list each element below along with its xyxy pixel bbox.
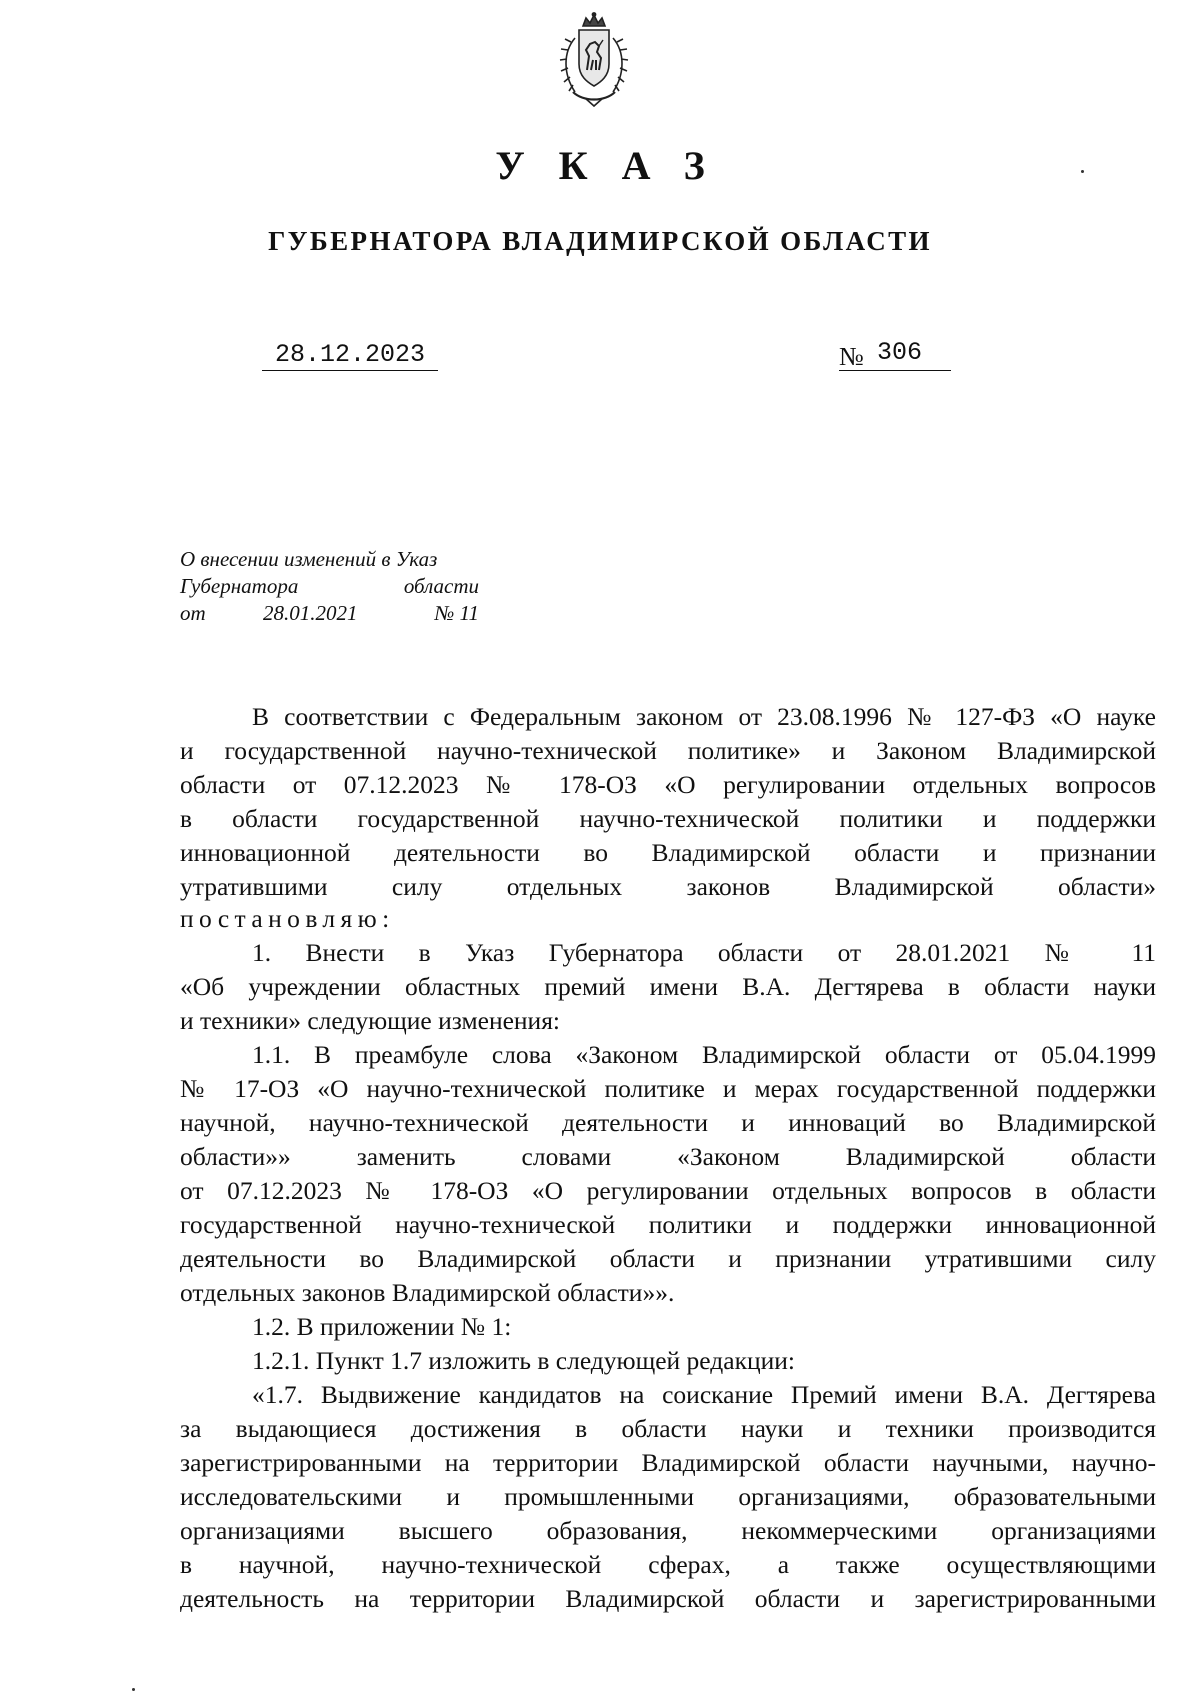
subject-line-2 [180,573,479,600]
body-line: 1.2. В приложении № 1: [252,1312,512,1341]
body-line: 1. Внести в Указ Губернатора области от 28.01.2021 № 11 [252,938,1156,967]
body-line: отдельных законов Владимирской области»». [180,1278,675,1307]
body-line: и государственной научно-технической политике» и Законом Владимирской [180,736,1156,765]
body-line-resolution: постановляю: [180,904,395,933]
body-line: в области государственной научно-технической политики и поддержки [180,804,1156,833]
body-line: в научной, научно-технической сферах, а также осуществляющими [180,1550,1156,1579]
coat-of-arms-icon [555,12,633,108]
body-line: инновационной деятельности во Владимирской области и признании [180,838,1156,867]
body-line: 1.1. В преамбуле слова «Законом Владимирской области от 05.04.1999 [252,1040,1156,1069]
subject-line-3 [180,600,479,627]
number-sign: № [839,342,864,371]
body-line: 1.2.1. Пункт 1.7 изложить в следующей редакции: [252,1346,795,1375]
body-line: зарегистрированными на территории Владимирской области научными, научно- [180,1448,1156,1477]
body-line: за выдающиеся достижения в области науки и техники производится [180,1414,1156,1443]
document-type-title: УКАЗ [495,143,739,188]
body-line: № 17-ОЗ «О научно-технической политике и мерах государственной поддержки [180,1074,1156,1103]
subject-word: от [180,601,206,625]
issuing-authority: ГУБЕРНАТОРА ВЛАДИМИРСКОЙ ОБЛАСТИ [268,226,932,256]
body-line: государственной научно-технической политики и поддержки инновационной [180,1210,1156,1239]
body-line: исследовательскими и промышленными организациями, образовательными [180,1482,1156,1511]
body-line: и техники» следующие изменения: [180,1006,561,1035]
body-line: от 07.12.2023 № 178-ОЗ «О регулировании отдельных вопросов в области [180,1176,1156,1205]
body-line: области»» заменить словами «Законом Владимирской области [180,1142,1156,1171]
body-line: утратившими силу отдельных законов Владимирской области» [180,872,1156,901]
subject-word: Губернатора [180,574,299,598]
subject-line-1: О внесении изменений в Указ [180,547,438,571]
body-line: организациями высшего образования, некоммерческими организациями [180,1516,1156,1545]
document-number: 306 [877,338,923,367]
body-line: В соответствии с Федеральным законом от 23.08.1996 № 127-ФЗ «О науке [252,702,1156,731]
body-line: научной, научно-технической деятельности и инноваций во Владимирской [180,1108,1156,1137]
document-number-field [839,338,951,371]
body-line: деятельности во Владимирской области и признании утратившими силу [180,1244,1156,1273]
body-line: «Об учреждении областных премий имени В.А. Дегтярева в области науки [180,972,1156,1001]
body-line: области от 07.12.2023 № 178-ОЗ «О регулировании отдельных вопросов [180,770,1156,799]
body-line: деятельность на территории Владимирской области и зарегистрированными [180,1584,1156,1613]
subject-word: 28.01.2021 [263,601,358,625]
subject-word: области [403,574,479,598]
document-date: 28.12.2023 [262,340,438,371]
scan-speck [132,1688,135,1691]
body-line: «1.7. Выдвижение кандидатов на соискание Премий имени В.А. Дегтярева [252,1380,1156,1409]
subject-word: № 11 [434,601,479,625]
scan-speck [1081,170,1084,173]
